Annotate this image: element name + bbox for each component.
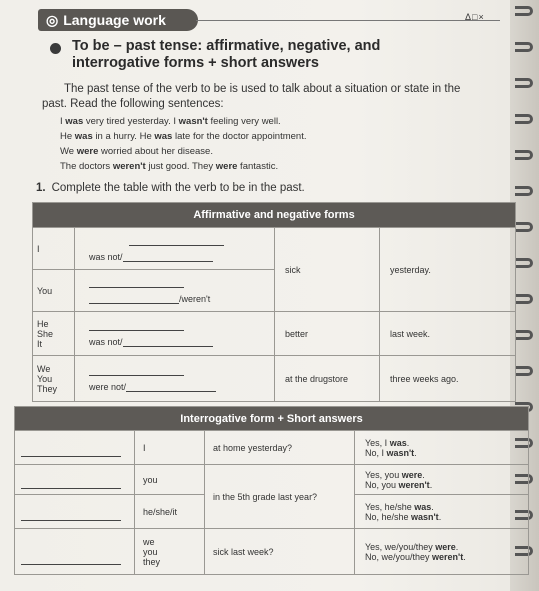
example-verb: weren't	[112, 161, 146, 172]
table-cell-complement	[275, 356, 380, 402]
answer-text: No, we/you/they	[365, 551, 433, 562]
answer-blank[interactable]	[21, 512, 121, 521]
answer-text: No, I	[365, 447, 387, 458]
subject-label: I	[37, 243, 40, 254]
table-cell-form[interactable]	[75, 270, 275, 312]
example-sentence	[60, 114, 306, 129]
answer-blank[interactable]	[129, 237, 224, 246]
table-cell-verb[interactable]	[15, 495, 135, 529]
answer-blank[interactable]	[123, 338, 213, 347]
table-cell-subject	[33, 228, 75, 270]
table-cell-short-answer: Yes, we/you/they were. No, we/you/they weren't.	[355, 529, 529, 575]
example-verb: was	[65, 116, 84, 127]
table-cell-complement	[275, 312, 380, 356]
section-header	[38, 9, 198, 31]
table-cell-short-answer: Yes, he/she was. No, he/she wasn't.	[355, 495, 529, 529]
answer-text: No, he/she	[365, 511, 412, 522]
answer-blank[interactable]	[89, 295, 179, 304]
answer-verb: weren't	[432, 551, 464, 562]
answer-verb: were	[435, 541, 456, 552]
table-cell-question	[205, 431, 355, 465]
table-cell-complement	[275, 228, 380, 312]
task-number: 1.	[36, 182, 46, 194]
subject-line: you	[143, 546, 158, 557]
time-text: three weeks ago.	[390, 373, 459, 384]
table-cell-subject	[33, 270, 75, 312]
table-cell-question	[205, 465, 355, 529]
subject-line: She	[37, 328, 54, 339]
table1-header: Affirmative and negative forms	[33, 203, 516, 228]
binding-ring-icon	[515, 114, 533, 124]
answer-blank[interactable]	[89, 322, 184, 331]
time-text: last week.	[390, 328, 431, 339]
binding-ring-icon	[515, 6, 533, 16]
example-verb: were	[215, 161, 238, 172]
subject-line: He	[37, 318, 49, 329]
table-cell-subject	[135, 529, 205, 575]
binding-ring-icon	[515, 294, 533, 304]
answer-verb: was	[389, 437, 407, 448]
subject-line: we	[143, 536, 155, 547]
binding-ring-icon	[515, 150, 533, 160]
binding-ring-icon	[515, 78, 533, 88]
answer-text: No, you	[365, 479, 399, 490]
answer-verb: wasn't	[411, 511, 439, 522]
table-cell-short-answer: Yes, I was. No, I wasn't.	[355, 431, 529, 465]
answer-blank[interactable]	[21, 556, 121, 565]
example-sentence	[60, 129, 306, 144]
subject-line: It	[37, 338, 43, 349]
table-cell-form[interactable]	[75, 228, 275, 270]
subject-line: You	[37, 373, 53, 384]
example-verb: was	[74, 131, 93, 142]
answer-verb: was	[414, 501, 432, 512]
question-text: in the 5th grade last year?	[213, 491, 318, 502]
header-rule	[196, 20, 500, 21]
subject-line: They	[37, 383, 58, 394]
example-text: late for the doctor appointment.	[172, 131, 307, 142]
answer-blank[interactable]	[21, 448, 121, 457]
table-cell-subject	[33, 312, 75, 356]
example-verb: wasn't	[178, 116, 208, 127]
example-sentences	[60, 114, 306, 174]
example-text: We	[60, 146, 77, 157]
form-text: was not/	[89, 251, 123, 262]
example-verb: were	[76, 146, 99, 157]
answer-text: Yes, I	[365, 437, 390, 448]
table-cell-subject	[135, 431, 205, 465]
form-text: was not/	[89, 336, 123, 347]
answer-blank[interactable]	[123, 253, 213, 262]
table-cell-form[interactable]	[75, 312, 275, 356]
answer-blank[interactable]	[21, 480, 121, 489]
subject-label: you	[143, 474, 158, 485]
table-cell-subject	[33, 356, 75, 402]
example-text: fantastic.	[237, 161, 279, 172]
example-verb: was	[154, 131, 173, 142]
binding-ring-icon	[515, 42, 533, 52]
complement-text: sick	[285, 264, 301, 275]
section-title: Language work	[63, 12, 166, 28]
question-text: sick last week?	[213, 546, 274, 557]
subject-label	[37, 319, 70, 349]
example-text: The doctors	[60, 161, 113, 172]
table-cell-verb[interactable]	[15, 431, 135, 465]
complement-text: better	[285, 328, 309, 339]
example-text: I	[60, 116, 66, 127]
intro-text: The past tense of the verb to be is used to talk about a situation or state in the past. Read the following sentences:	[42, 83, 461, 110]
binding-ring-icon	[515, 186, 533, 196]
table-cell-time	[380, 228, 516, 312]
interrogative-table	[14, 406, 529, 575]
answer-text: Yes, he/she	[365, 501, 415, 512]
subject-label: he/she/it	[143, 506, 178, 517]
header-icons: Δ□×	[465, 12, 485, 22]
table-cell-verb[interactable]	[15, 529, 135, 575]
example-sentence	[60, 159, 306, 174]
answer-blank[interactable]	[126, 383, 216, 392]
title-bullet-icon	[50, 43, 61, 54]
complement-text: at the drugstore	[285, 373, 349, 384]
answer-text: Yes, you	[365, 469, 402, 480]
task-text: Complete the table with the verb to be in the past.	[51, 182, 305, 194]
task-instruction	[36, 182, 305, 194]
target-icon: ◎	[46, 11, 59, 28]
subject-label: You	[37, 285, 53, 296]
subject-label	[143, 537, 204, 567]
answer-verb: wasn't	[386, 447, 415, 458]
example-text: worried about her disease.	[98, 146, 213, 157]
form-text: were not/	[89, 381, 127, 392]
binding-ring-icon	[515, 330, 533, 340]
subject-line: they	[143, 556, 161, 567]
answer-verb: weren't	[398, 479, 430, 490]
table2-header: Interrogative form + Short answers	[15, 407, 529, 431]
table-cell-form[interactable]	[75, 356, 275, 402]
answer-text: Yes, we/you/they	[365, 541, 436, 552]
table-cell-question	[205, 529, 355, 575]
question-text: at home yesterday?	[213, 442, 293, 453]
time-text: yesterday.	[390, 264, 431, 275]
table-cell-short-answer: Yes, you were. No, you weren't.	[355, 465, 529, 495]
subject-label	[37, 364, 70, 394]
table-cell-time	[380, 356, 516, 402]
subject-line: We	[37, 363, 51, 374]
subject-label: I	[143, 442, 146, 453]
answer-verb: were	[401, 469, 423, 480]
binding-ring-icon	[515, 258, 533, 268]
affirmative-negative-table	[32, 202, 516, 402]
form-text: /weren't	[179, 293, 211, 304]
binding-ring-icon	[515, 222, 533, 232]
answer-blank[interactable]	[89, 279, 184, 288]
example-text: He	[60, 131, 75, 142]
table-cell-subject	[135, 465, 205, 495]
binding-ring-icon	[515, 366, 533, 376]
example-sentence	[60, 144, 306, 159]
lesson-title: To be – past tense: affirmative, negative, and interrogative forms + short answers	[72, 38, 381, 71]
table-cell-time	[380, 312, 516, 356]
example-text: just good. They	[145, 161, 216, 172]
example-text: feeling very well.	[207, 116, 281, 127]
example-text: very tired yesterday. I	[83, 116, 179, 127]
table-cell-verb[interactable]	[15, 465, 135, 495]
answer-blank[interactable]	[89, 367, 184, 376]
table-cell-subject	[135, 495, 205, 529]
example-text: in a hurry. He	[92, 131, 155, 142]
